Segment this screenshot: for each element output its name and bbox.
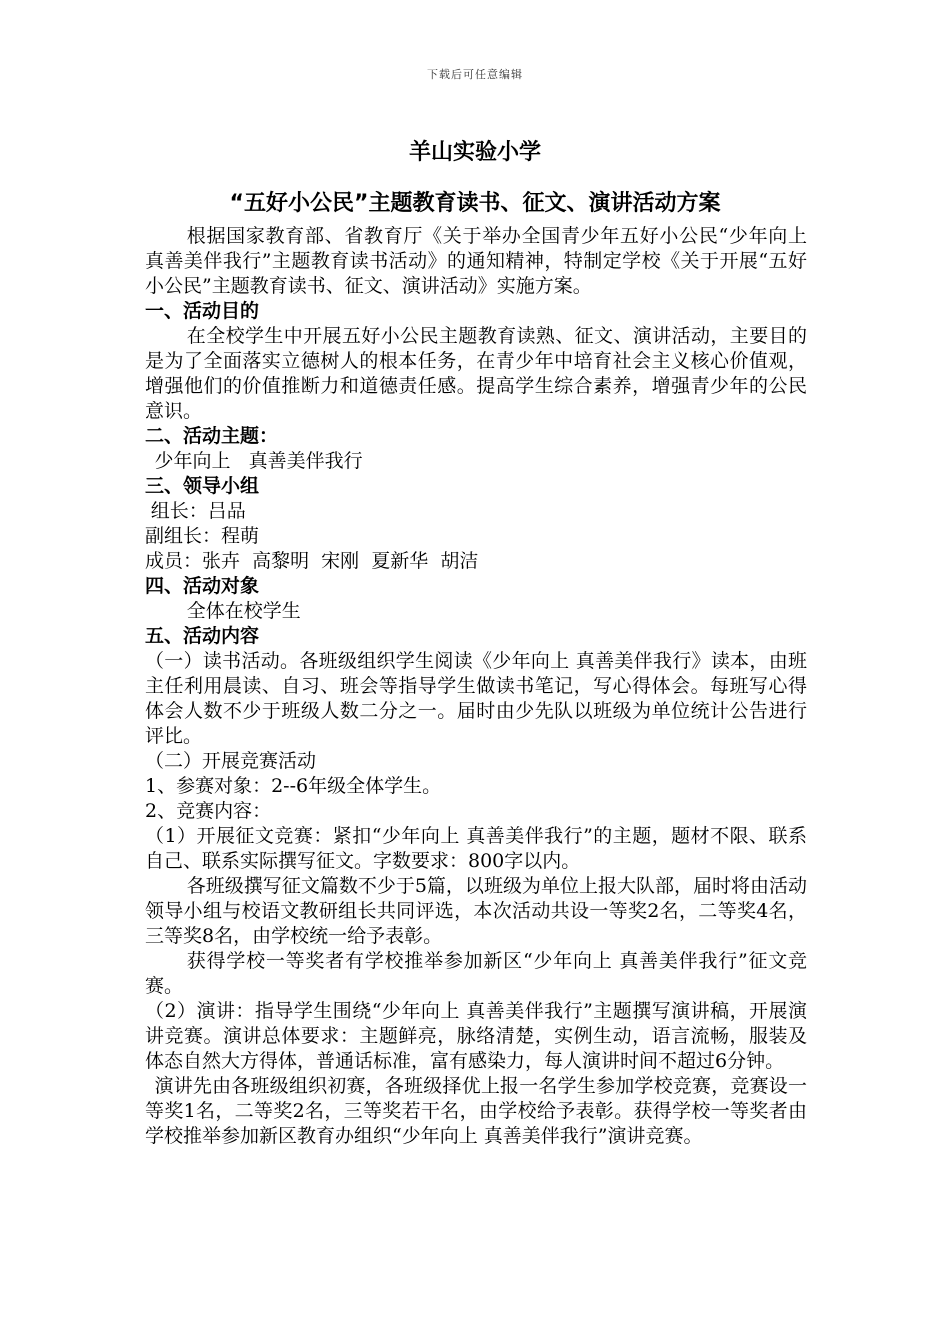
section-heading-leadership: 三、领导小组 xyxy=(145,475,260,497)
deputy-line: 副组长：程萌 xyxy=(145,525,260,547)
members-line: 成员：张卉 高黎明 宋刚 夏新华 胡洁 xyxy=(145,550,479,572)
leader-line: 组长：吕品 xyxy=(150,500,246,522)
content-line: 2、竞赛内容： xyxy=(145,800,272,822)
theme-paragraph: 少年向上 真善美伴我行 xyxy=(154,450,363,472)
speech-awards-paragraph: 演讲先由各班级组织初赛，各班级择优上报一名学生参加学校竞赛，竞赛设一等奖1名，二等奖2名，三等奖若干名，由学校给予表彰。获得学校一等奖者由学校推举参加新区教育办组织“少年向上 真善美伴我行”演讲竞赛。 xyxy=(145,1075,807,1147)
purpose-paragraph: 在全校学生中开展五好小公民主题教育读熟、征文、演讲活动，主要目的是为了全面落实立德树人的根本任务，在青少年中培育社会主义核心价值观，增强他们的价值推断力和道德责任感。提高学生综合素养，增强青少年的公民意识。 xyxy=(145,325,807,422)
document-title: “五好小公民”主题教育读书、征文、演讲活动方案 xyxy=(229,191,721,216)
section-heading-purpose: 一、活动目的 xyxy=(145,300,260,322)
section-heading-content: 五、活动内容 xyxy=(145,625,260,647)
school-title: 羊山实验小学 xyxy=(408,140,541,165)
participants-line: 1、参赛对象：2--6年级全体学生。 xyxy=(145,775,442,797)
section-heading-theme: 二、活动主题： xyxy=(145,425,279,447)
essay-awards-paragraph: 各班级撰写征文篇数不少于5篇，以班级为单位上报大队部，届时将由活动领导小组与校语文教研组长共同评选，本次活动共设一等奖2名，二等奖4名，三等奖8名，由学校统一给予表彰。 xyxy=(145,875,807,947)
essay-recommend-paragraph: 获得学校一等奖者有学校推举参加新区“少年向上 真善美伴我行”征文竞赛。 xyxy=(145,950,807,997)
essay-contest-paragraph: （1）开展征文竞赛：紧扣“少年向上 真善美伴我行”的主题，题材不限、联系自己、联系实际撰写征文。字数要求：800字以内。 xyxy=(145,825,807,872)
header-note: 下载后可任意编辑 xyxy=(427,68,523,81)
competition-heading: （二）开展竞赛活动 xyxy=(145,750,317,772)
audience-paragraph: 全体在校学生 xyxy=(186,600,301,622)
intro-paragraph: 根据国家教育部、省教育厅《关于举办全国青少年五好小公民“少年向上 真善美伴我行”主题教育读书活动》的通知精神，特制定学校《关于开展“五好小公民”主题教育读书、征文、演讲活动》实施方案。 xyxy=(145,225,807,297)
document-body xyxy=(145,224,807,1149)
section-heading-audience: 四、活动对象 xyxy=(145,575,260,597)
speech-contest-paragraph: （2）演讲：指导学生围绕“少年向上 真善美伴我行”主题撰写演讲稿，开展演讲竞赛。演讲总体要求：主题鲜亮，脉络清楚，实例生动，语言流畅，服装及体态自然大方得体，普通话标准，富有感染力，每人演讲时间不超过6分钟。 xyxy=(145,1000,807,1072)
reading-activity-paragraph: （一）读书活动。各班级组织学生阅读《少年向上 真善美伴我行》读本，由班主任利用晨读、自习、班会等指导学生做读书笔记，写心得体会。每班写心得体会人数不少于班级人数二分之一。届时由少先队以班级为单位统计公告进行评比。 xyxy=(145,650,807,747)
